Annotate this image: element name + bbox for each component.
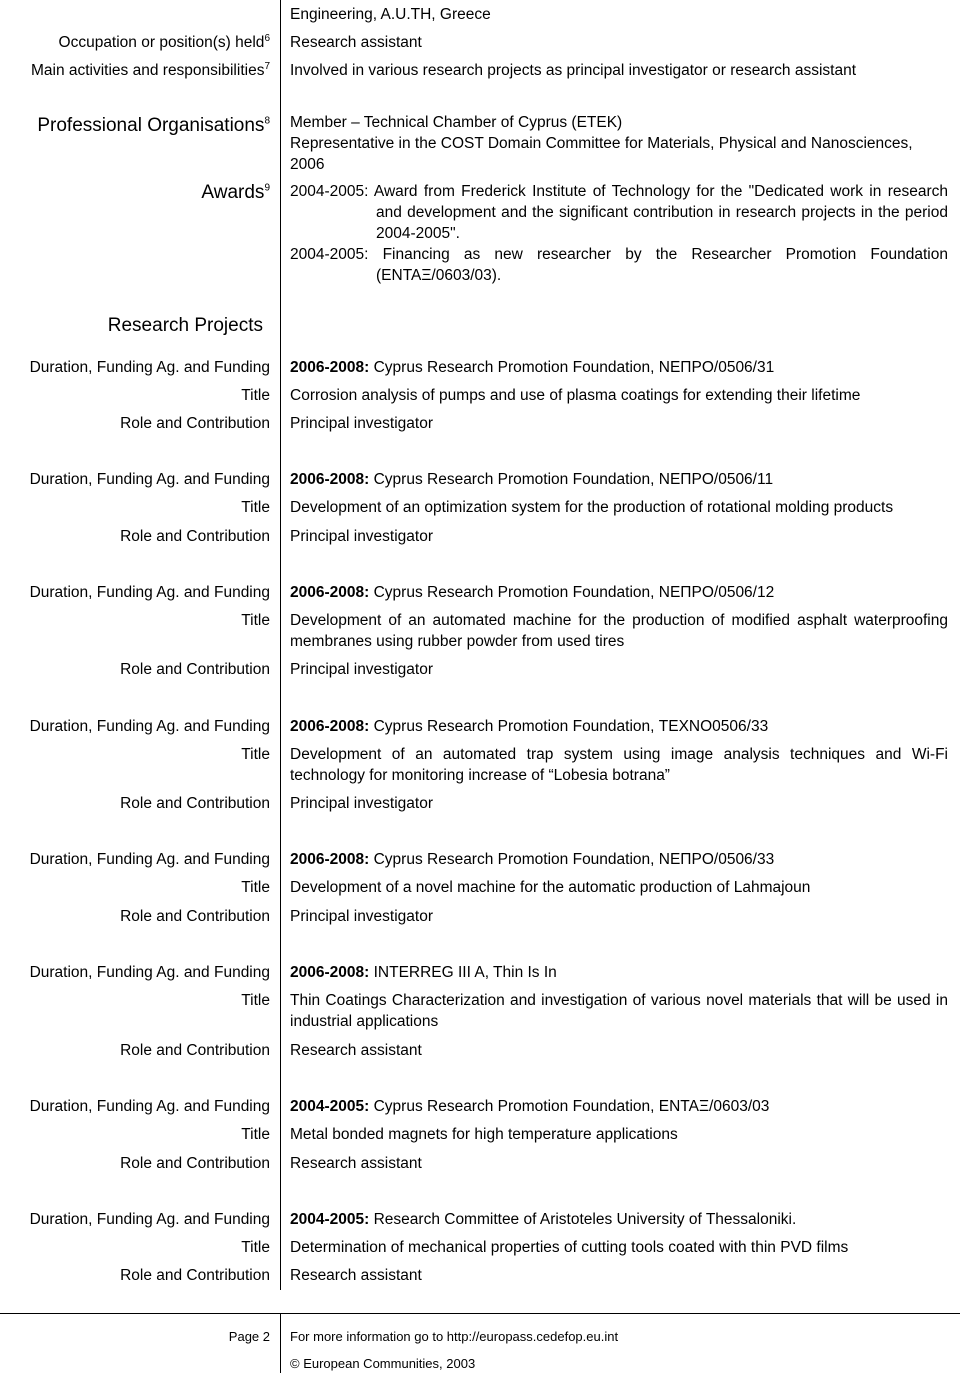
title-label: Title	[241, 992, 270, 1009]
award-item: 2004-2005: Award from Frederick Institute of Technology for the "Dedicated work in research and development and the significant contribution in research projects in the period 2004-2005".	[290, 183, 948, 242]
award-item: 2004-2005: Financing as new researcher by the Researcher Promotion Foundation (ΕΝΤΑΞ/0603/03).	[290, 246, 948, 284]
project-funding: 2006-2008: INTERREG III A, Thin Is In	[290, 964, 557, 981]
occupation-label: Occupation or position(s) held$^6$	[58, 32, 270, 51]
title-label: Title	[241, 1239, 270, 1256]
title-label: Title	[241, 499, 270, 516]
organisations-heading: Professional Organisations$^8$	[37, 115, 270, 136]
project-role: Research assistant	[290, 1155, 422, 1172]
awards-list	[290, 181, 948, 286]
activities-label: Main activities and responsibilities$^7$	[30, 60, 270, 79]
column-divider	[280, 0, 281, 1290]
project-role: Principal investigator	[290, 528, 434, 545]
project-title: Metal bonded magnets for high temperature applications	[290, 1126, 678, 1143]
role-label: Role and Contribution	[120, 1155, 270, 1172]
project-funding: 2004-2005: Research Committee of Aristoteles University of Thessaloniki.	[290, 1211, 797, 1228]
project-role: Principal investigator	[290, 908, 434, 925]
duration-label: Duration, Funding Ag. and Funding	[29, 851, 270, 868]
project-title: Development of a novel machine for the automatic production of Lahmajoun	[290, 879, 811, 896]
project-title: Corrosion analysis of pumps and use of plasma coatings for extending their lifetime	[290, 387, 861, 404]
project-funding: 2004-2005: Cyprus Research Promotion Foundation, ΕΝΤΑΞ/0603/03	[290, 1098, 770, 1115]
organisation-item: Member – Technical Chamber of Cyprus (ETEK)	[290, 114, 623, 131]
title-label: Title	[241, 387, 270, 404]
role-label: Role and Contribution	[120, 415, 270, 432]
project-title: Determination of mechanical properties of cutting tools coated with thin PVD films	[290, 1239, 849, 1256]
role-label: Role and Contribution	[120, 528, 270, 545]
project-title: Development of an automated trap system using image analysis techniques and Wi-Fi technology for monitoring increase of “Lobesia botrana”	[290, 746, 948, 784]
organisations-list	[290, 112, 948, 175]
role-label: Role and Contribution	[120, 661, 270, 678]
organisation-item: Representative in the COST Domain Committee for Materials, Physical and Nanosciences, 2006	[290, 135, 913, 173]
research-projects-heading: Research Projects	[107, 315, 263, 336]
project-funding: 2006-2008: Cyprus Research Promotion Foundation, ΝΕΠΡΟ/0506/12	[290, 584, 775, 601]
title-label: Title	[241, 746, 270, 763]
project-role: Principal investigator	[290, 795, 434, 812]
role-label: Role and Contribution	[120, 908, 270, 925]
footer-divider	[280, 1313, 281, 1373]
role-label: Role and Contribution	[120, 1267, 270, 1284]
role-label: Role and Contribution	[120, 1042, 270, 1059]
project-title: Development of an optimization system for the production of rotational molding products	[290, 499, 894, 516]
footer-rule	[0, 1313, 960, 1314]
duration-label: Duration, Funding Ag. and Funding	[29, 964, 270, 981]
awards-heading: Awards$^9$	[201, 182, 270, 203]
project-funding: 2006-2008: Cyprus Research Promotion Foundation, ΤΕΧΝΟ0506/33	[290, 718, 769, 735]
project-title: Thin Coatings Characterization and investigation of various novel materials that will be used in industrial applications	[290, 992, 948, 1030]
project-title: Development of an automated machine for the production of modified asphalt waterproofing membranes using rubber powder from used tires	[290, 612, 948, 650]
duration-label: Duration, Funding Ag. and Funding	[29, 471, 270, 488]
duration-label: Duration, Funding Ag. and Funding	[29, 584, 270, 601]
employer-line: Engineering, A.U.TH, Greece	[290, 6, 491, 23]
page-number: Page 2	[228, 1329, 270, 1344]
title-label: Title	[241, 1126, 270, 1143]
duration-label: Duration, Funding Ag. and Funding	[29, 718, 270, 735]
project-role: Research assistant	[290, 1267, 422, 1284]
project-role: Principal investigator	[290, 415, 434, 432]
duration-label: Duration, Funding Ag. and Funding	[29, 359, 270, 376]
footer-copyright: © European Communities, 2003	[290, 1356, 476, 1371]
project-funding: 2006-2008: Cyprus Research Promotion Foundation, ΝΕΠΡΟ/0506/31	[290, 359, 775, 376]
activities-value: Involved in various research projects as principal investigator or research assistant	[290, 62, 857, 79]
duration-label: Duration, Funding Ag. and Funding	[29, 1211, 270, 1228]
occupation-value: Research assistant	[290, 34, 422, 51]
role-label: Role and Contribution	[120, 795, 270, 812]
project-funding: 2006-2008: Cyprus Research Promotion Foundation, ΝΕΠΡΟ/0506/33	[290, 851, 775, 868]
title-label: Title	[241, 879, 270, 896]
project-role: Research assistant	[290, 1042, 422, 1059]
project-role: Principal investigator	[290, 661, 434, 678]
duration-label: Duration, Funding Ag. and Funding	[29, 1098, 270, 1115]
project-funding: 2006-2008: Cyprus Research Promotion Foundation, ΝΕΠΡΟ/0506/11	[290, 471, 774, 488]
title-label: Title	[241, 612, 270, 629]
footer-info: For more information go to http://europass.cedefop.eu.int	[290, 1329, 619, 1344]
